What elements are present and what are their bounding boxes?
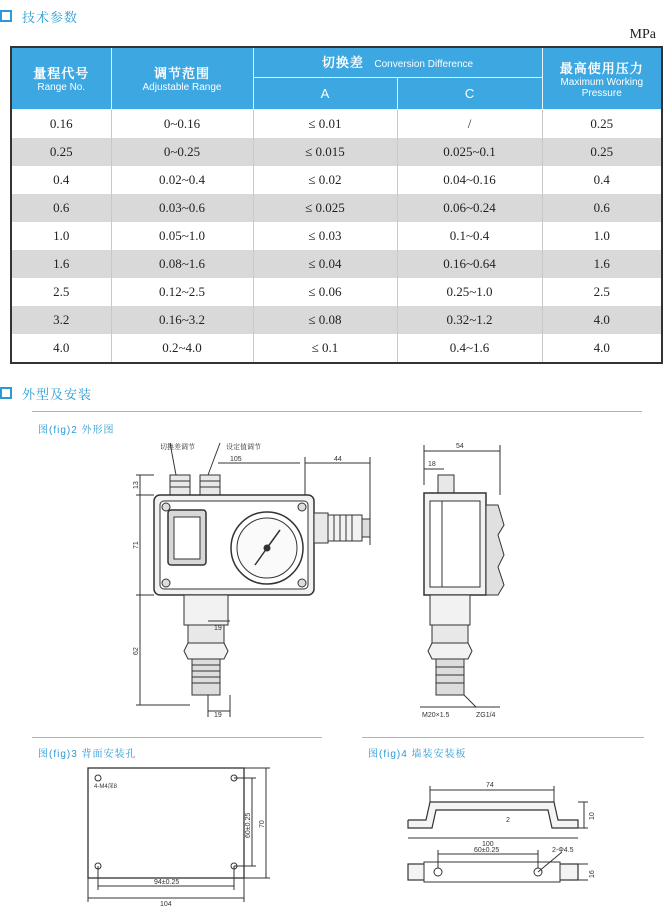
cell-range: 1.0 (11, 222, 111, 250)
section-title: 外型及安装 (22, 386, 93, 402)
cell-range: 0.16 (11, 109, 111, 138)
th-col-c: C (397, 77, 542, 109)
cell-c: 0.06~0.24 (397, 194, 542, 222)
cell-c: 0.1~0.4 (397, 222, 542, 250)
cell-adj: 0.05~1.0 (111, 222, 253, 250)
cell-c: 0.4~1.6 (397, 334, 542, 363)
fig4-rule (362, 737, 644, 738)
cell-range: 1.6 (11, 250, 111, 278)
cell-c: 0.32~1.2 (397, 306, 542, 334)
fig2-front-view-drawing (130, 435, 400, 725)
fig2-label-set: 设定值调节 (226, 444, 261, 451)
table-row (11, 250, 662, 278)
dim-60: 60±0.25 (474, 847, 500, 854)
cell-range: 4.0 (11, 334, 111, 363)
cell-c: 0.25~1.0 (397, 278, 542, 306)
dim-19a: 19 (214, 625, 222, 632)
dim-100: 100 (482, 841, 494, 848)
dim-74: 74 (486, 782, 494, 789)
fig2-caption: 图(fig)2 外形图 (38, 425, 115, 436)
cell-c: 0.025~0.1 (397, 138, 542, 166)
cell-c: / (397, 109, 542, 138)
dim-54: 54 (456, 443, 464, 450)
table-row (11, 109, 662, 138)
fig3-drawing (82, 762, 282, 907)
cell-adj: 0.12~2.5 (111, 278, 253, 306)
fig3-caption: 图(fig)3 背面安装孔 (38, 749, 137, 760)
cell-a: ≤ 0.015 (253, 138, 397, 166)
cell-max: 2.5 (542, 278, 662, 306)
cell-max: 0.6 (542, 194, 662, 222)
cell-range: 0.4 (11, 166, 111, 194)
cell-max: 0.25 (542, 138, 662, 166)
spec-table (10, 46, 663, 364)
cell-range: 0.25 (11, 138, 111, 166)
th-range-no: 量程代号 Range No. (11, 47, 111, 109)
dim-10: 10 (589, 812, 596, 820)
cell-c: 0.16~0.64 (397, 250, 542, 278)
section-marker-icon (0, 10, 12, 22)
dim-w2: 104 (160, 901, 172, 907)
fig4-caption: 图(fig)4 墙装安装板 (368, 749, 467, 760)
dim-zg: ZG1/4 (476, 712, 496, 719)
dim-71: 71 (133, 541, 140, 549)
dim-m20: M20×1.5 (422, 712, 450, 719)
cell-a: ≤ 0.04 (253, 250, 397, 278)
cell-a: ≤ 0.08 (253, 306, 397, 334)
cell-max: 4.0 (542, 334, 662, 363)
fig3-label-holes: 4-M4深8 (94, 784, 118, 790)
dim-13: 13 (133, 481, 140, 489)
cell-a: ≤ 0.1 (253, 334, 397, 363)
cell-adj: 0.2~4.0 (111, 334, 253, 363)
dim-44: 44 (334, 456, 342, 463)
cell-adj: 0.16~3.2 (111, 306, 253, 334)
fig4-drawing (402, 776, 602, 901)
cell-range: 2.5 (11, 278, 111, 306)
cell-range: 3.2 (11, 306, 111, 334)
section-outline-header (0, 384, 92, 402)
cell-c: 0.04~0.16 (397, 166, 542, 194)
section-tech-params-header (0, 7, 78, 25)
dim-16: 16 (589, 870, 596, 878)
cell-a: ≤ 0.025 (253, 194, 397, 222)
dim-18: 18 (428, 461, 436, 468)
fig2-label-switch: 切换差调节 (160, 444, 195, 451)
th-max-pressure: 最高使用压力 Maximum Working Pressure (542, 47, 662, 109)
table-row (11, 138, 662, 166)
table-row (11, 306, 662, 334)
fig2-side-view-drawing (410, 435, 520, 725)
table-row (11, 166, 662, 194)
section-marker-icon (0, 387, 12, 399)
cell-max: 4.0 (542, 306, 662, 334)
cell-max: 1.6 (542, 250, 662, 278)
dim-19b: 19 (214, 712, 222, 719)
cell-adj: 0.02~0.4 (111, 166, 253, 194)
cell-adj: 0.08~1.6 (111, 250, 253, 278)
cell-adj: 0~0.25 (111, 138, 253, 166)
dim-holes: 2-Φ4.5 (552, 847, 574, 854)
cell-max: 0.25 (542, 109, 662, 138)
cell-max: 0.4 (542, 166, 662, 194)
section-title: 技术参数 (22, 9, 79, 25)
dim-h2: 70 (259, 820, 266, 828)
dim-2: 2 (506, 817, 510, 824)
dim-h1: 60±0.25 (245, 812, 252, 838)
cell-a: ≤ 0.02 (253, 166, 397, 194)
table-row (11, 194, 662, 222)
table-row (11, 222, 662, 250)
unit-label: MPa (629, 27, 656, 42)
fig2-rule (32, 411, 642, 412)
dim-w1: 94±0.25 (154, 879, 180, 886)
th-col-a: A (253, 77, 397, 109)
cell-max: 1.0 (542, 222, 662, 250)
cell-adj: 0~0.16 (111, 109, 253, 138)
th-adjustable: 调节范围 Adjustable Range (111, 47, 253, 109)
cell-a: ≤ 0.03 (253, 222, 397, 250)
th-conversion: 切换差 Conversion Difference (253, 47, 542, 77)
table-row (11, 334, 662, 363)
table-row (11, 278, 662, 306)
fig3-rule (32, 737, 322, 738)
dim-105: 105 (230, 456, 242, 463)
dim-62: 62 (133, 647, 140, 655)
cell-adj: 0.03~0.6 (111, 194, 253, 222)
cell-a: ≤ 0.06 (253, 278, 397, 306)
cell-range: 0.6 (11, 194, 111, 222)
cell-a: ≤ 0.01 (253, 109, 397, 138)
